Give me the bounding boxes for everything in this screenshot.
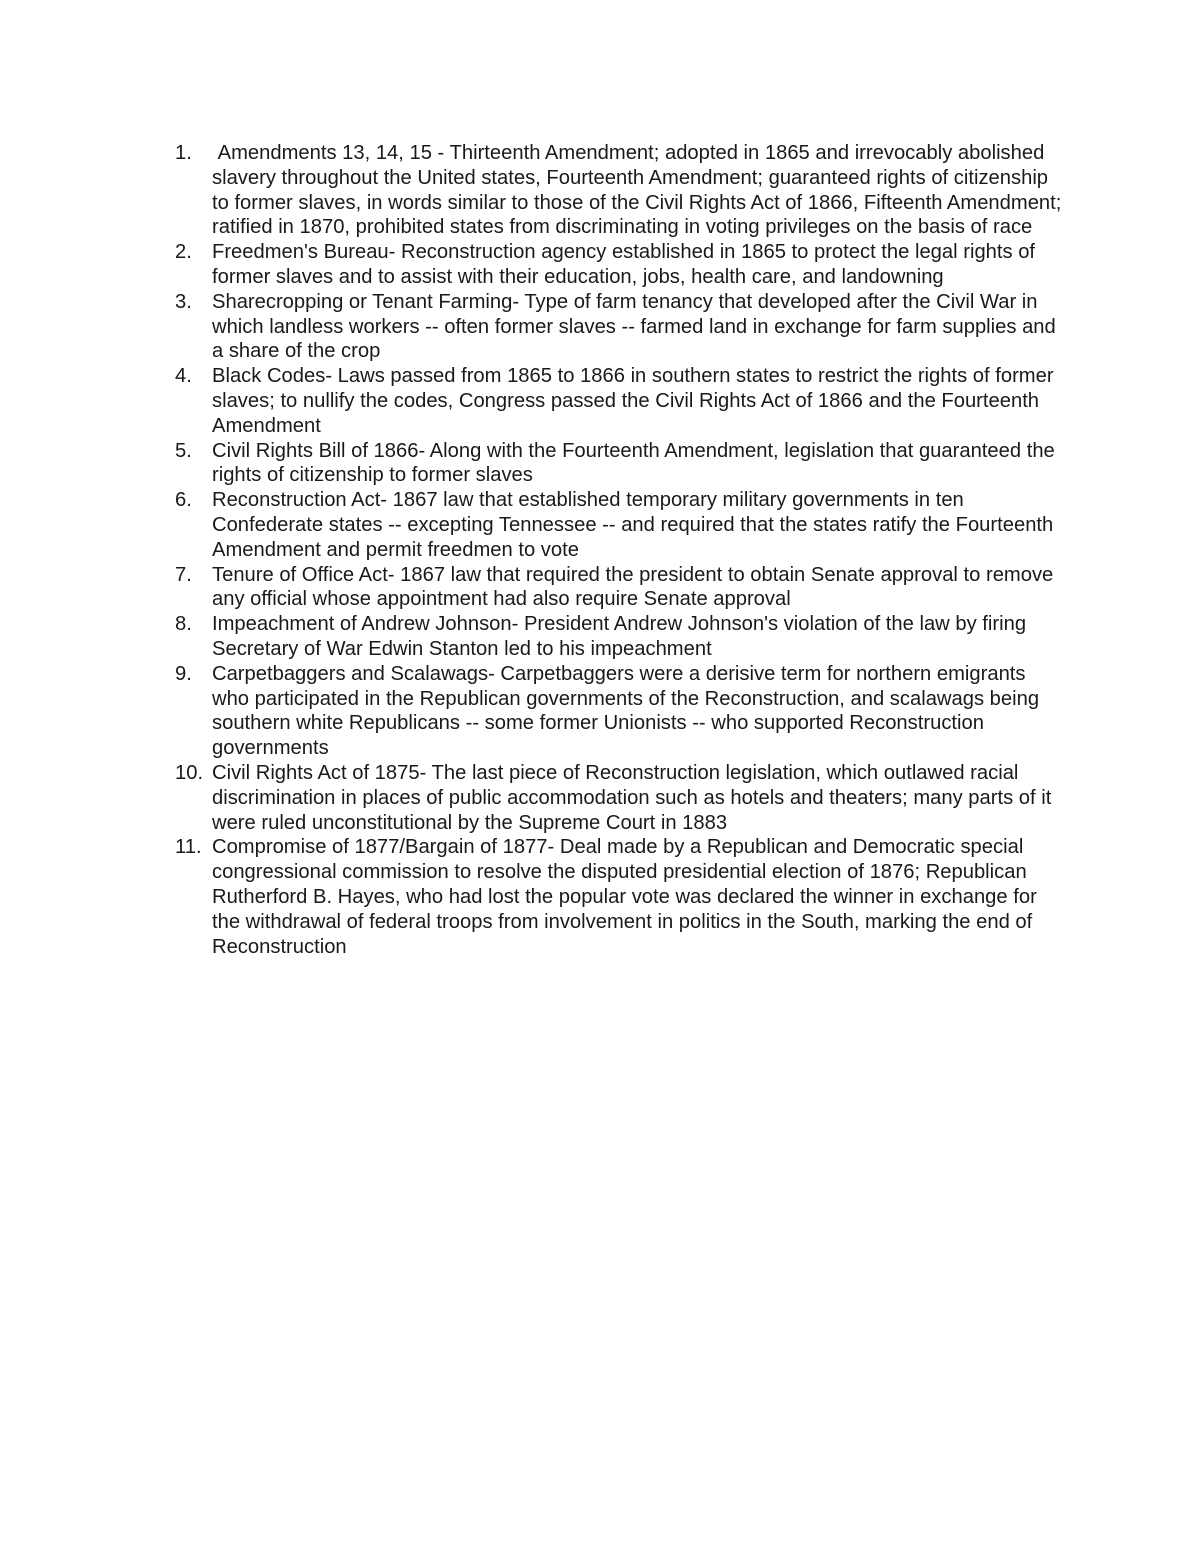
list-item-number: 5. (175, 439, 192, 462)
list-item (175, 761, 1065, 835)
list-item (175, 439, 1065, 489)
list-item-text: Freedmen's Bureau- Reconstruction agency established in 1865 to protect the legal rights of former slaves and to assist with their education, jobs, health care, and landowning (212, 241, 1036, 288)
list-item-number: 6. (175, 489, 192, 512)
list-item-number: 9. (175, 662, 192, 685)
list-item-number: 10. (175, 761, 204, 784)
list-item-text: Black Codes- Laws passed from 1865 to 1866 in southern states to restrict the rights of former slaves; to nullify the codes, Congress passed the Civil Rights Act of 1866 and the Fourteenth Amendment (212, 365, 1054, 437)
list-item-number: 8. (175, 613, 192, 636)
list-item (175, 835, 1065, 959)
list-item (175, 290, 1065, 364)
list-item-number: 4. (175, 365, 192, 388)
list-item-text: Civil Rights Act of 1875- The last piece of Reconstruction legislation, which outlawed racial discrimination in places of public accommodation such as hotels and theaters; many parts of it were ruled unconstitutional by the Supreme Court in 1883 (212, 761, 1052, 834)
list-item-text: Amendments 13, 14, 15 - Thirteenth Amendment; adopted in 1865 and irrevocably abolished slavery throughout the United states, Fourteenth Amendment; guaranteed rights of citizenship to former slaves, in words similar to those of the Civil Rights Act of 1866, Fifteenth Amendment; ratified in 1870, prohibited states from discriminating in voting privileges on the basis of race (212, 142, 1067, 239)
list-item-number: 2. (175, 241, 192, 264)
reconstruction-terms-list (175, 141, 1065, 959)
list-item (175, 364, 1065, 438)
list-item-text: Tenure of Office Act- 1867 law that required the president to obtain Senate approval to remove any official whose appointment had also require Senate approval (212, 563, 1054, 611)
list-item-number: 7. (175, 563, 192, 586)
list-item (175, 488, 1065, 562)
list-item-text: Compromise of 1877/Bargain of 1877- Deal made by a Republican and Democratic special congressional commission to resolve the disputed presidential election of 1876; Republican Rutherford B. Hayes, who had lost the popular vote was declared the winner in exchange for the withdrawal of federal troops from involvement in politics in the South, marking the end of Reconstruction (212, 836, 1037, 958)
list-item-text: Sharecropping or Tenant Farming- Type of farm tenancy that developed after the Civil War in which landless workers -- often former slaves -- farmed land in exchange for farm supplies and a share of the crop (212, 290, 1056, 363)
list-item (175, 612, 1065, 662)
list-item (175, 563, 1065, 613)
list-item-number: 1. (175, 142, 192, 164)
list-item (175, 240, 1065, 290)
list-item-number: 3. (175, 290, 192, 313)
list-item-text: Civil Rights Bill of 1866- Along with the Fourteenth Amendment, legislation that guaranteed the rights of citizenship to former slaves (212, 439, 1055, 487)
list-item-text: Impeachment of Andrew Johnson- President Andrew Johnson's violation of the law by firing Secretary of War Edwin Stanton led to his impeachment (212, 613, 1027, 660)
list-item-text: Reconstruction Act- 1867 law that established temporary military governments in ten Confederate states -- excepting Tennessee -- and required that the states ratify the Fourteenth Amendment and permit freedmen to vote (212, 489, 1054, 561)
list-item-text: Carpetbaggers and Scalawags- Carpetbaggers were a derisive term for northern emigrants who participated in the Republican governments of the Reconstruction, and scalawags being southern white Republicans -- some former Unionists -- who supported Reconstruction governments (212, 662, 1040, 760)
list-item (175, 662, 1065, 761)
list-item-number: 11. (175, 836, 202, 859)
list-item (175, 141, 1065, 240)
